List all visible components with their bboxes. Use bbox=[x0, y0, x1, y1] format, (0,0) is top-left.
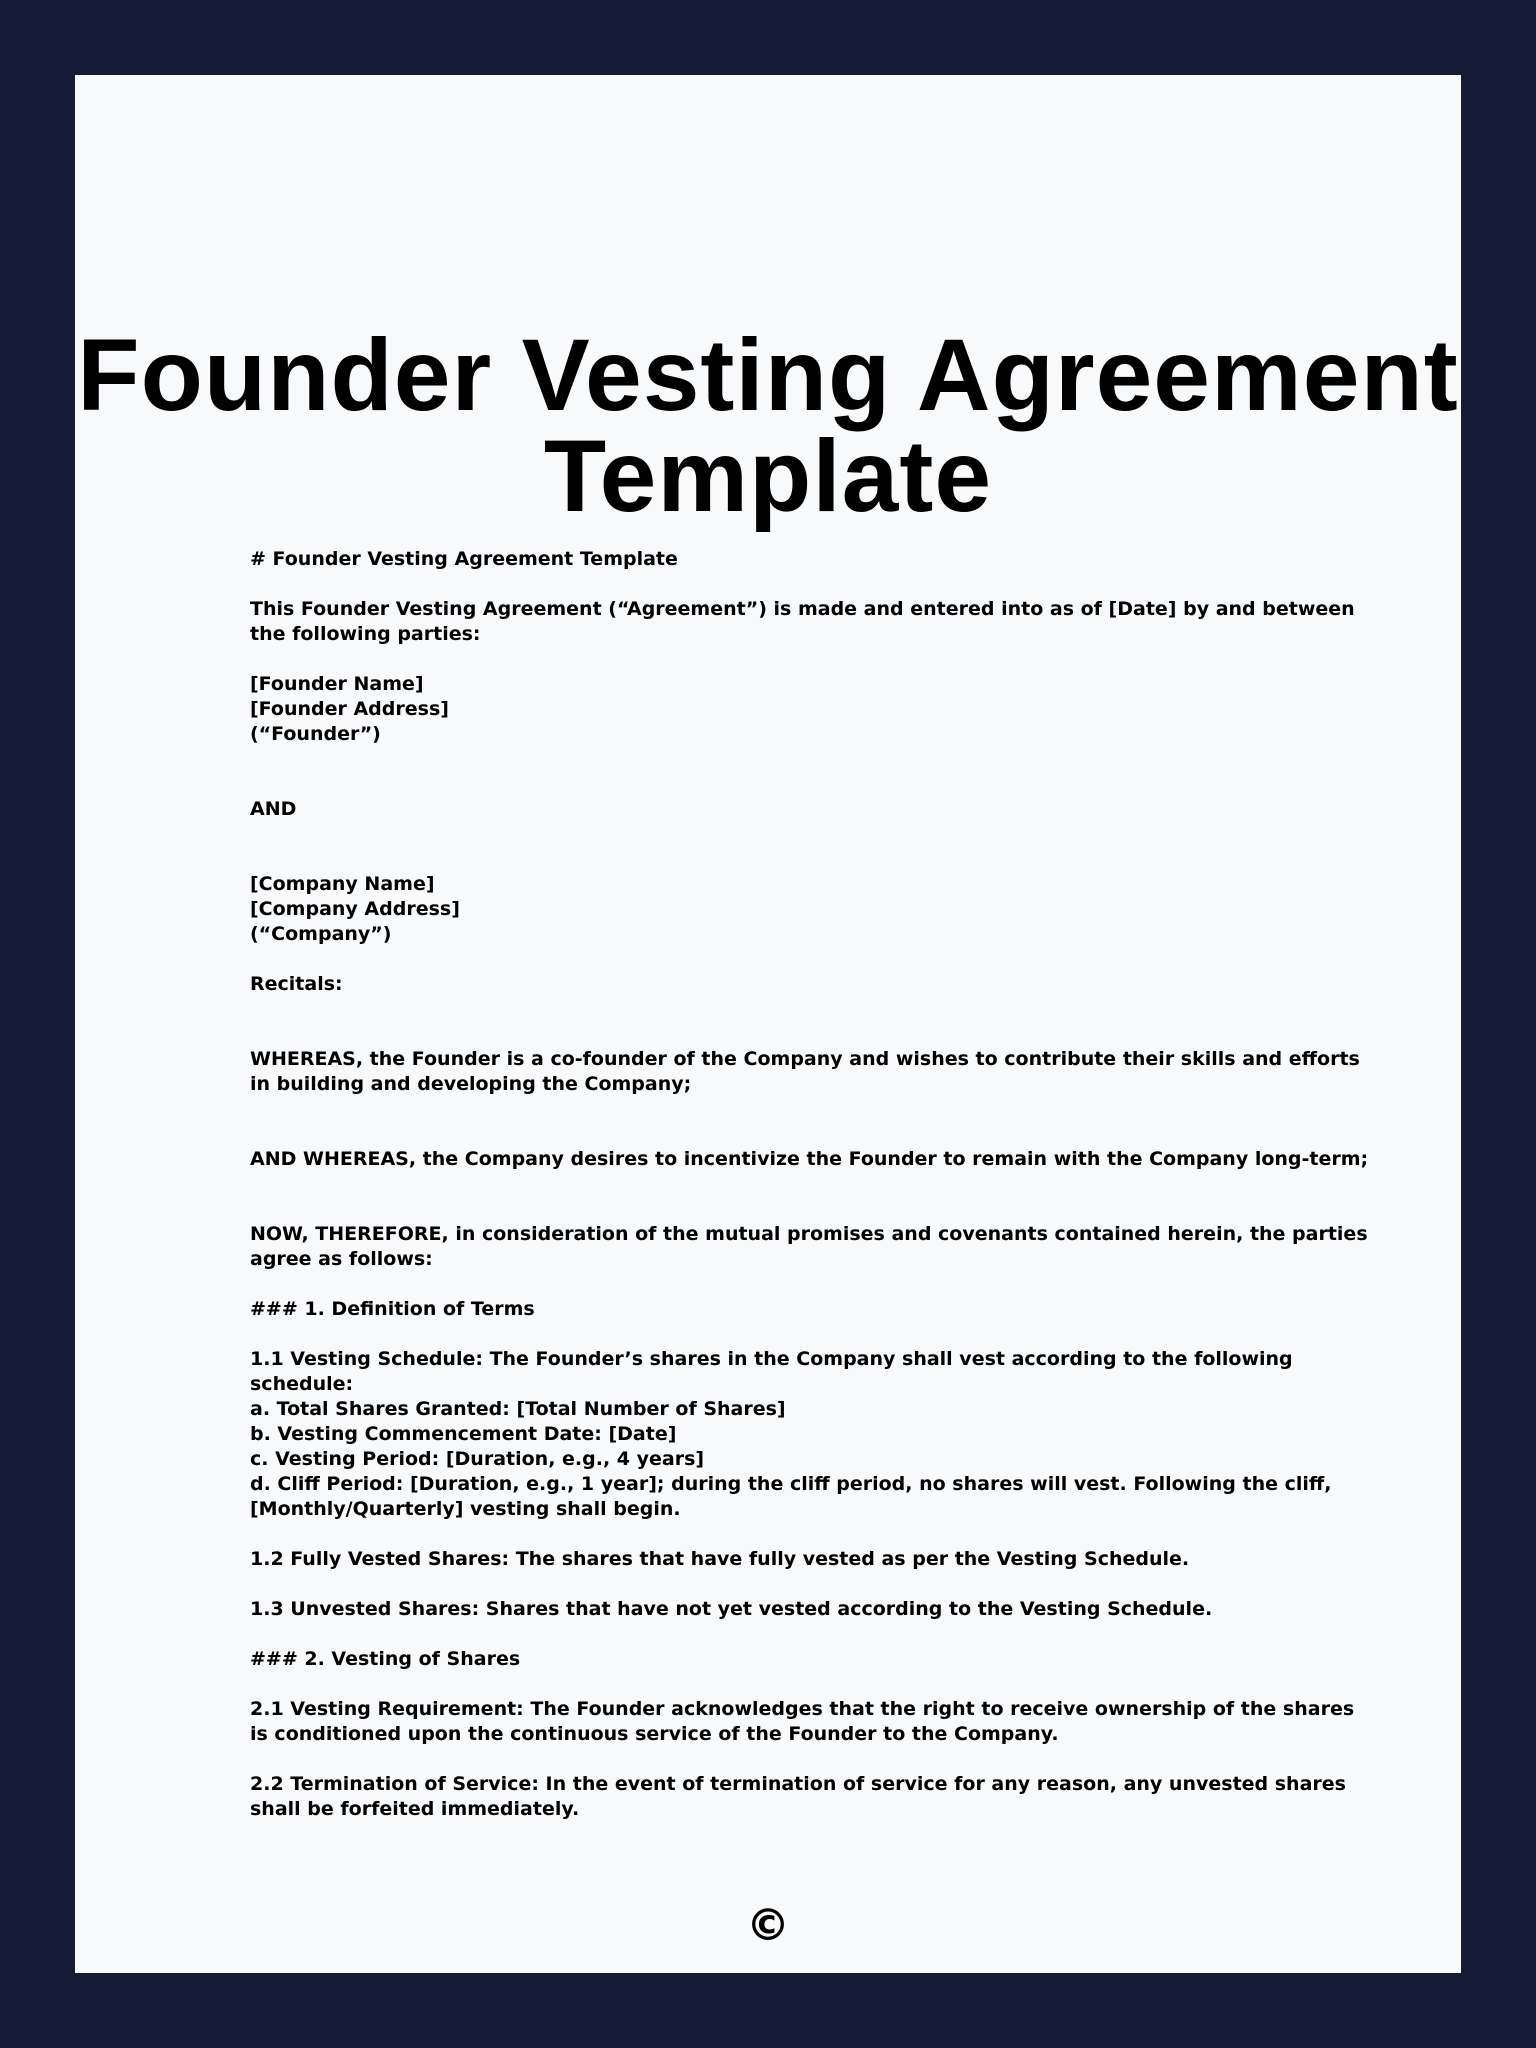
section-1-heading: ### 1. Definition of Terms bbox=[250, 1298, 535, 1320]
founder-party-block: [Founder Name] [Founder Address] (“Founder”) bbox=[250, 673, 449, 745]
copyright-icon: © bbox=[746, 1900, 790, 1951]
and-whereas-paragraph: AND WHEREAS, the Company desires to incentivize the Founder to remain with the Company long-term; bbox=[250, 1148, 1369, 1170]
document-title-line-1: Founder Vesting Agreement bbox=[77, 318, 1459, 432]
document-page bbox=[75, 75, 1461, 1973]
document-body bbox=[250, 547, 1370, 1822]
section-2-heading: ### 2. Vesting of Shares bbox=[250, 1648, 521, 1670]
now-therefore-paragraph: NOW, THEREFORE, in consideration of the mutual promises and covenants contained herein, the parties agree as follows: bbox=[250, 1223, 1368, 1270]
clause-2-2: 2.2 Termination of Service: In the event of termination of service for any reason, any unvested shares shall be forfeited immediately. bbox=[250, 1773, 1346, 1820]
company-party-block: [Company Name] [Company Address] (“Company”) bbox=[250, 873, 460, 945]
clause-1-3: 1.3 Unvested Shares: Shares that have not yet vested according to the Vesting Schedule. bbox=[250, 1598, 1213, 1620]
clause-1-2: 1.2 Fully Vested Shares: The shares that have fully vested as per the Vesting Schedule. bbox=[250, 1548, 1190, 1570]
intro-paragraph: This Founder Vesting Agreement (“Agreement”) is made and entered into as of [Date] by and between the following parties: bbox=[250, 598, 1355, 645]
clause-1-1: 1.1 Vesting Schedule: The Founder’s shares in the Company shall vest according to the following schedule: a. Total Shares Granted: [Total Number of Shares] b. Vesting Commencement Date: [Date] c. Vesting Period: [Duration, e.g., 4 years] d. Cliff Period: [Duration, e.g., 1 year]; during the cliff period, no shares will vest. Following the cliff, [Monthly/Quarterly] vesting shall begin. bbox=[250, 1348, 1332, 1520]
and-separator: AND bbox=[250, 798, 297, 820]
markdown-heading: # Founder Vesting Agreement Template bbox=[250, 548, 678, 570]
document-title-line-2: Template bbox=[543, 419, 993, 533]
document-title bbox=[75, 318, 1461, 533]
recitals-heading: Recitals: bbox=[250, 973, 343, 995]
clause-2-1: 2.1 Vesting Requirement: The Founder acknowledges that the right to receive ownership of the shares is conditioned upon the continuous service of the Founder to the Company. bbox=[250, 1698, 1355, 1745]
whereas-paragraph: WHEREAS, the Founder is a co-founder of the Company and wishes to contribute their skills and efforts in building and developing the Company; bbox=[250, 1048, 1360, 1095]
